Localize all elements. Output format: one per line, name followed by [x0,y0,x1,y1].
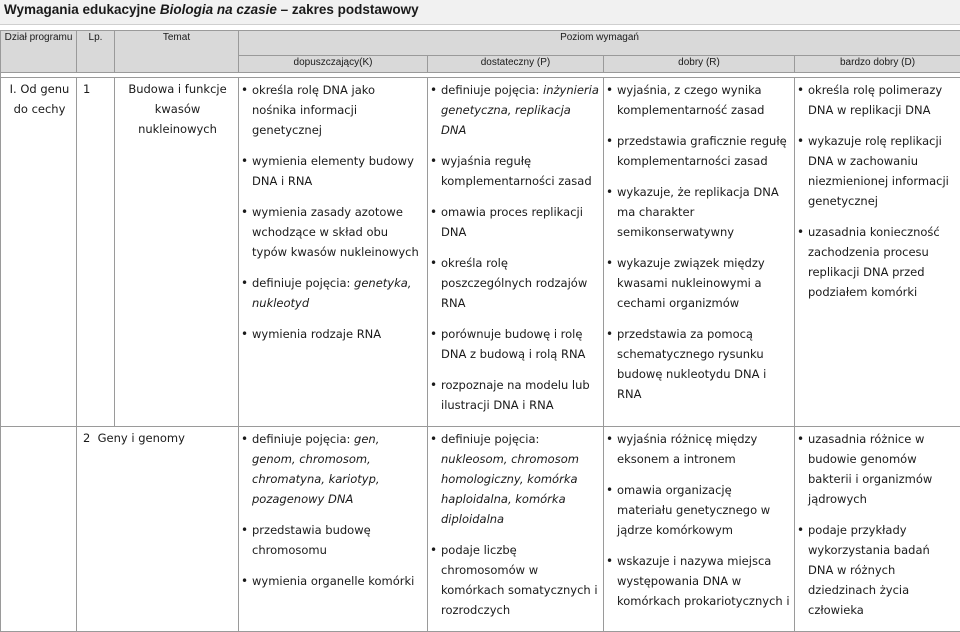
list-item [604,131,790,171]
d-requirements-list [795,78,960,302]
d-cell [795,78,960,427]
header-lp: Lp. [77,31,115,73]
r-requirements-list [604,78,794,404]
list-item [239,571,423,591]
header-level-p: dostateczny (P) [428,56,604,73]
k-requirements-list [239,427,427,591]
p-cell [428,78,604,427]
requirement-text: definiuje pojęcia: [441,432,539,446]
requirement-text: podaje przykłady wykorzystania badań DNA w różnych dziedzinach życia człowieka [808,523,930,617]
k-requirements-list [239,78,427,344]
requirement-text: określa rolę polimerazy DNA w replikacji DNA [808,83,942,117]
requirement-text: określa rolę DNA jako nośnika informacji genetycznej [252,83,375,137]
list-item [239,80,423,140]
requirement-italic: gen, genom, chromosom, chromatyna, kariotyp, pozagenowy DNA [252,432,380,506]
list-item [604,182,790,242]
list-item [428,202,599,242]
list-item [604,551,790,611]
temat-text: Geny i genomy [98,431,185,445]
lp-cell [77,78,115,427]
page-title-suffix: – zakres podstawowy [277,2,419,17]
list-item [428,540,599,620]
page-title [4,2,419,17]
requirement-text: uzasadnia konieczność zachodzenia procesu replikacji DNA przed podziałem komórki [808,225,940,299]
d-requirements-list [795,427,960,620]
lp-text: 2 [83,431,90,445]
lp-temat-text [77,427,238,448]
k-cell [239,427,428,632]
requirement-text: wykazuje rolę replikacji DNA w zachowaniu niezmienionej informacji genetycznej [808,134,949,208]
k-cell [239,78,428,427]
list-item [428,253,599,313]
requirement-text: wskazuje i nazywa miejsca występowania DNA w komórkach prokariotycznych i [617,554,790,608]
table-row [1,427,960,632]
r-requirements-list [604,427,794,611]
header-level-k: dopuszczający(K) [239,56,428,73]
list-item [239,202,423,262]
list-item [604,429,790,469]
requirement-text: wymienia elementy budowy DNA i RNA [252,154,414,188]
list-item [795,520,956,620]
requirement-text: określa rolę poszczególnych rodzajów RNA [441,256,587,310]
lp-text: 1 [77,78,114,99]
requirement-text: wyjaśnia różnicę między eksonem a intronem [617,432,757,466]
list-item [795,429,956,509]
requirement-text: podaje liczbę chromosomów w komórkach somatycznych i rozrodczych [441,543,598,617]
dzial-text: I. Od genu do cechy [1,78,76,119]
header-level-d: bardzo dobry (D) [795,56,960,73]
list-item [604,480,790,540]
header-temat: Temat [115,31,239,73]
list-item [604,324,790,404]
page-title-italic: Biologia na czasie [160,2,277,17]
requirement-text: przedstawia budowę chromosomu [252,523,371,557]
requirement-italic: inżynieria genetyczna, replikacja DNA [441,83,599,137]
requirements-table [0,30,960,632]
requirement-text: wykazuje, że replikacja DNA ma charakter semikonserwatywny [617,185,779,239]
dzial-cell [1,427,77,632]
requirement-italic: nukleosom, chromosom homologiczny, komórka haploidalna, komórka diploidalna [441,452,579,526]
list-item [239,273,423,313]
header-row [1,31,960,56]
list-item [239,520,423,560]
list-item [604,80,790,120]
requirement-text: definiuje pojęcia: [252,276,354,290]
dzial-cell [1,78,77,427]
list-item [795,80,956,120]
requirement-text: przedstawia za pomocą schematycznego rysunku budowę nukleotydu DNA i RNA [617,327,766,401]
header-dzial: Dział programu [1,31,77,73]
requirement-text: przedstawia graficznie regułę komplementarności zasad [617,134,787,168]
page-title-bar [0,0,960,25]
temat-cell [115,78,239,427]
requirement-text: wymienia rodzaje RNA [252,327,381,341]
requirement-text: omawia proces replikacji DNA [441,205,583,239]
requirement-text: definiuje pojęcia: [252,432,354,446]
requirement-text: porównuje budowę i rolę DNA z budową i rolą RNA [441,327,585,361]
requirement-text: wykazuje związek między kwasami nukleinowymi a cechami organizmów [617,256,765,310]
requirement-text: definiuje pojęcia: [441,83,543,97]
requirement-italic: genetyka, nukleotyd [252,276,411,310]
r-cell [604,78,795,427]
requirement-text: wymienia organelle komórki [252,574,414,588]
header-poziom: Poziom wymagań [239,31,960,56]
header-level-r: dobry (R) [604,56,795,73]
p-cell [428,427,604,632]
requirement-text: wyjaśnia regułę komplementarności zasad [441,154,592,188]
requirement-text: omawia organizację materiału genetycznego w jądrze komórkowym [617,483,770,537]
table-row [1,78,960,427]
p-requirements-list [428,78,603,415]
page-title-prefix: Wymagania edukacyjne [4,2,160,17]
list-item [428,80,599,140]
list-item [428,429,599,529]
p-requirements-list [428,427,603,620]
list-item [428,375,599,415]
requirement-text: wymienia zasady azotowe wchodzące w skład obu typów kwasów nukleinowych [252,205,419,259]
requirement-text: rozpoznaje na modelu lub ilustracji DNA i RNA [441,378,590,412]
d-cell [795,427,960,632]
list-item [428,324,599,364]
list-item [239,429,423,509]
r-cell [604,427,795,632]
list-item [239,324,423,344]
list-item [239,151,423,191]
temat-text: Budowa i funkcje kwasów nukleinowych [115,78,238,139]
requirement-text: wyjaśnia, z czego wynika komplementarność zasad [617,83,764,117]
list-item [795,131,956,211]
list-item [795,222,956,302]
list-item [428,151,599,191]
lp-temat-cell [77,427,239,632]
list-item [604,253,790,313]
dzial-text [1,427,76,428]
requirement-text: uzasadnia różnice w budowie genomów bakterii i organizmów jądrowych [808,432,932,506]
